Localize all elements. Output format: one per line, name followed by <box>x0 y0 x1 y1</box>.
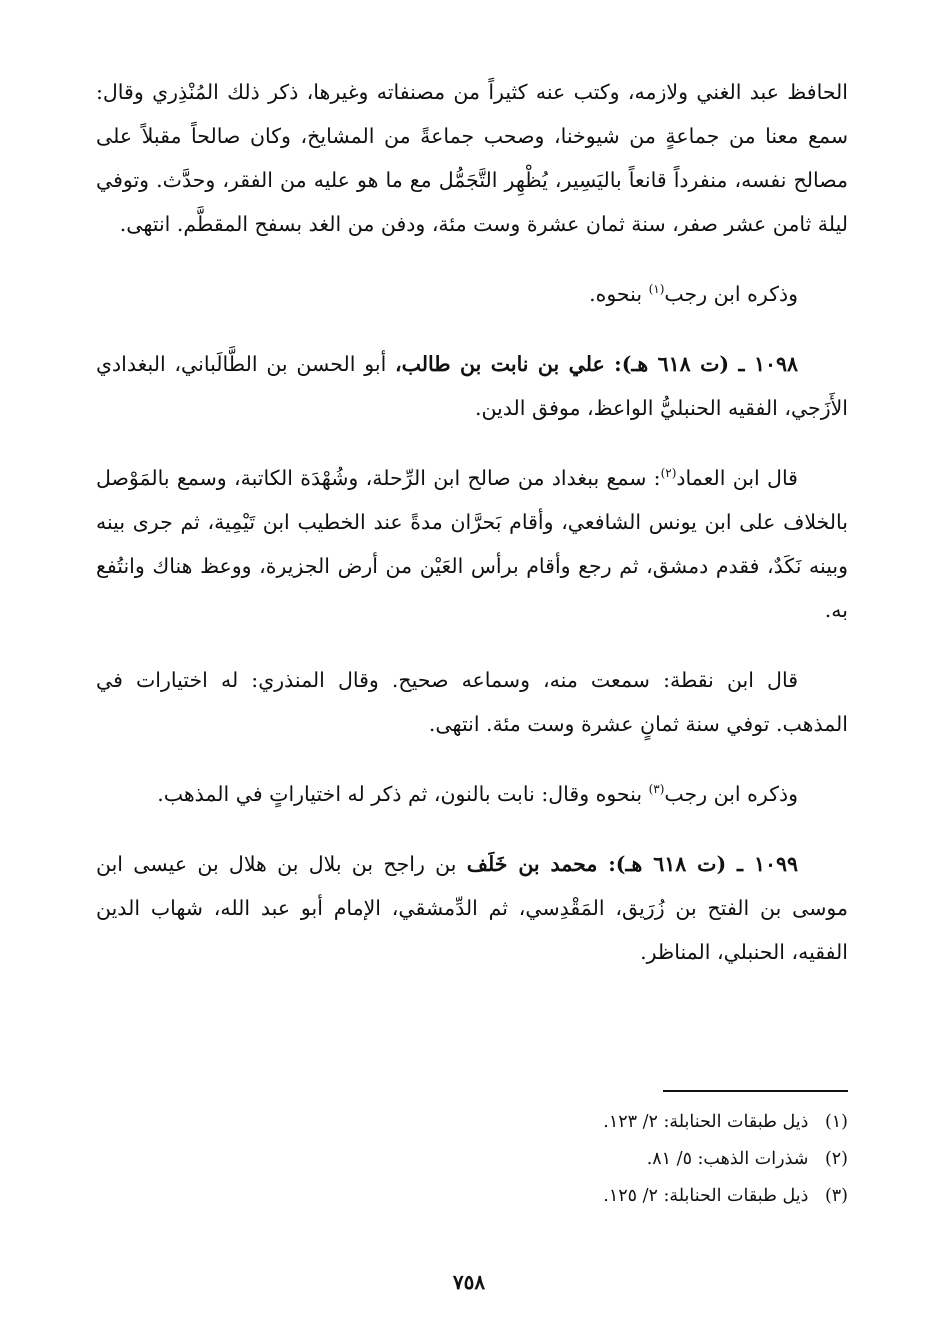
paragraph-text: وذكره ابن رجب <box>664 782 798 806</box>
paragraph-text: قال ابن العماد <box>676 466 798 490</box>
footnote-ref-2[interactable]: (٢) <box>660 466 677 481</box>
entry-heading: ١٠٩٩ ـ (ت ٦١٨ هـ): محمد بن خَلَف <box>466 852 798 876</box>
paragraph-ibn-al-imad <box>96 456 848 632</box>
footnote-item <box>448 1104 848 1141</box>
paragraph-text: وذكره ابن رجب <box>664 282 798 306</box>
footnote-number: (٣) <box>824 1186 848 1206</box>
footnote-text: شذرات الذهب: ٥/ ٨١. <box>646 1149 809 1169</box>
footnotes <box>448 1104 848 1215</box>
footnote-text: ذيل طبقات الحنابلة: ٢/ ١٢٥. <box>603 1186 809 1206</box>
entry-text: بن راجح بن بلال بن هلال بن عيسى ابن موسى بن الفتح بن زُرَيق، المَقْدِسي، ثم الدِّمشقي، الإمام أبو عبد الله، شهاب الدين الفقيه، الحنبلي، المناظر. <box>96 852 848 964</box>
footnote-number: (٢) <box>824 1149 848 1169</box>
page-number: ٧٥٨ <box>452 1270 486 1294</box>
footnote-ref-3[interactable]: (٣) <box>648 782 665 797</box>
footnote-number: (١) <box>824 1112 848 1132</box>
footnote-divider <box>663 1090 848 1092</box>
paragraph-ibn-rajab-3 <box>96 772 848 816</box>
paragraph-ibn-rajab-1 <box>96 272 848 316</box>
paragraph-text: بنحوه. <box>589 282 649 306</box>
paragraph-ibn-nuqta: قال ابن نقطة: سمعت منه، وسماعه صحيح. وقال المنذري: له اختيارات في المذهب. توفي سنة ثمانٍ عشرة وست مئة. انتهى. <box>96 668 848 736</box>
footnote-ref-1[interactable]: (١) <box>648 282 665 297</box>
entry-1098 <box>96 342 848 430</box>
paragraph-text: بنحوه وقال: نابت بالنون، ثم ذكر له اختياراتٍ في المذهب. <box>157 782 649 806</box>
entry-1099 <box>96 842 848 974</box>
paragraph-text: : سمع ببغداد من صالح ابن الرِّحلة، وشُهْدَة الكاتبة، وسمع بالمَوْصل بالخلاف على ابن يونس الشافعي، وأقام بَحرَّان مدةً عند الخطيب ابن تَيْمِية، ثم جرى بينه وبينه نَكَدٌ، فقدم دمشق، ثم رجع وأقام برأس العَيْن من أرض الجزيرة، ووعظ هناك وانتُفع به. <box>96 466 848 622</box>
paragraph-continuation: الحافظ عبد الغني ولازمه، وكتب عنه كثيراً من مصنفاته وغيرها، ذكر ذلك المُنْذِري وقال: سمع معنا من جماعةٍ من شيوخنا، وصحب جماعةً من المشايخ، وكان صالحاً مقبلاً على مصالح نفسه، منفرداً قانعاً باليَسِير، يُظْهِر التَّجَمُّل مع ما هو عليه من الفقر، وحدَّث. وتوفي ليلة ثامن عشر صفر، سنة ثمان عشرة وست مئة، ودفن من الغد بسفح المقطَّم. انتهى. <box>96 80 848 236</box>
entry-text: أبو الحسن بن الطَّالَباني، البغدادي الأَزَجي، الفقيه الحنبليُّ الواعظ، موفق الدين. <box>96 352 848 420</box>
footnote-text: ذيل طبقات الحنابلة: ٢/ ١٢٣. <box>603 1112 809 1132</box>
footnote-item <box>448 1178 848 1215</box>
footnote-item <box>448 1141 848 1178</box>
entry-heading: ١٠٩٨ ـ (ت ٦١٨ هـ): علي بن نابت بن طالب، <box>395 352 798 376</box>
main-text <box>96 70 848 974</box>
